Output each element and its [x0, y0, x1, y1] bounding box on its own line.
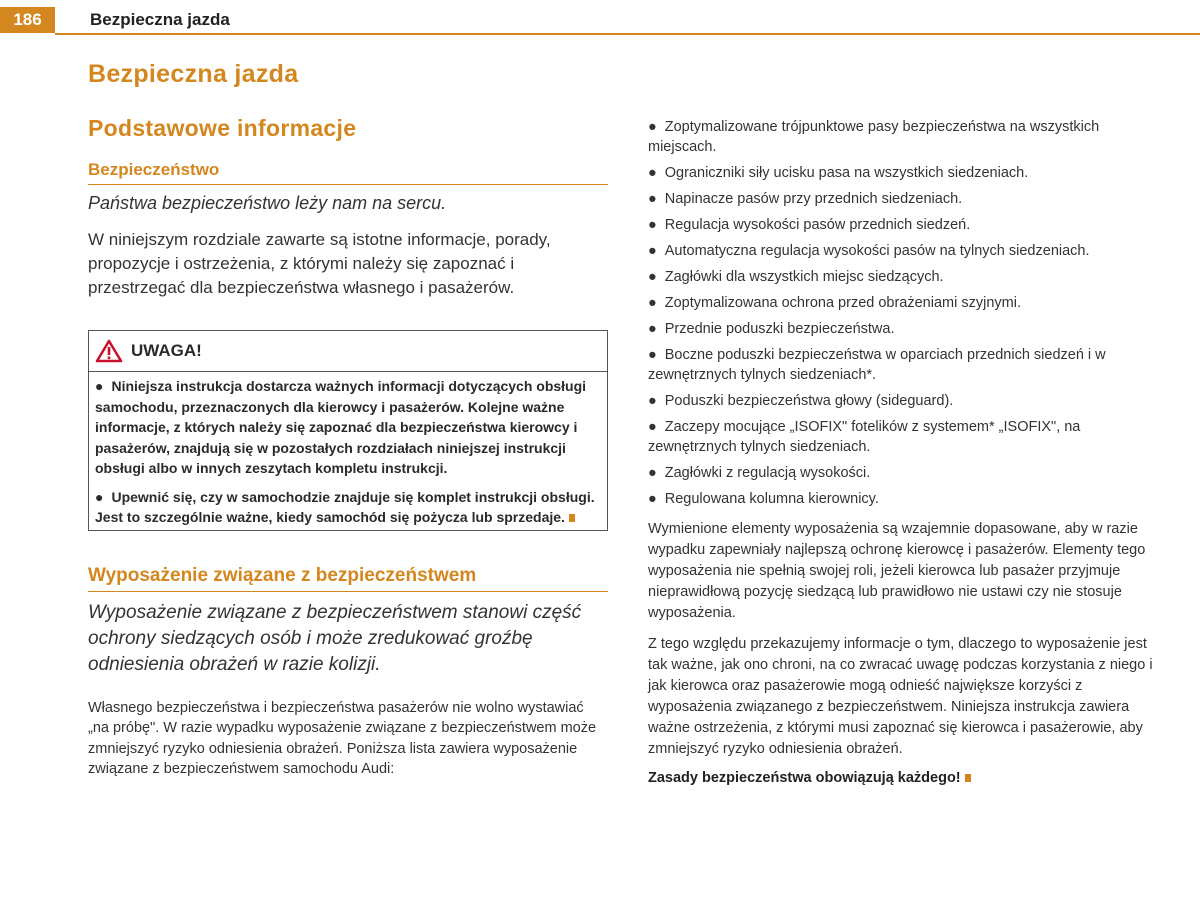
explanation-paragraph-1: Wymienione elementy wyposażenia są wzajemnie dopasowane, aby w razie wypadku zapewniały najlepszą ochronę kierowcę i pasażerów. Elementy tego wyposażenia nie spełnią swojej roli, jeżeli kierowca lub pasażer przyjmuje nieprawidłową pozycję siedzącą lub prawidłowo nie ustawi czy nie stosuje wyposażenia. — [648, 521, 1146, 621]
bullet-icon: ● — [648, 491, 657, 507]
list-item: ● Regulacja wysokości pasów przednich siedzeń. — [648, 217, 971, 233]
list-item: ● Zoptymalizowane trójpunktowe pasy bezpieczeństwa na wszystkich miejscach. — [648, 119, 1100, 155]
equipment-body-text: Własnego bezpieczeństwa i bezpieczeństwa pasażerów nie wolno wystawiać „na próbę". W razie wypadku wyposażenie związane z bezpieczeństwem może zmniejszyć ryzyko odniesienia obrażeń. Poniższa lista zawiera wyposażenie związane z bezpieczeństwem samochodu Audi: — [88, 699, 597, 777]
section-title: Podstawowe informacje — [88, 115, 357, 141]
warning-box — [88, 330, 608, 531]
list-item: ● Przednie poduszki bezpieczeństwa. — [648, 321, 895, 337]
bullet-icon: ● — [648, 217, 657, 233]
bullet-icon: ● — [95, 488, 104, 505]
equipment-lead-text: Wyposażenie związane z bezpieczeństwem stanowi część ochrony siedzących osób i może zredukować groźbę odniesienia obrażeń w razie kolizji. — [88, 601, 582, 675]
bullet-icon: ● — [648, 243, 657, 259]
bullet-icon: ● — [648, 393, 657, 409]
list-item: ● Poduszki bezpieczeństwa głowy (sideguard). — [648, 393, 954, 409]
warning-text-1: Niniejsza instrukcja dostarcza ważnych informacji dotyczących obsługi samochodu, przeznaczonych dla kierowcy i pasażerów. Kolejne ważne informacje, z których należy się zapoznać dla bezpieczeństwa kierowcy i pasażerów, znajdują się w pozostałych rozdziałach niniejszej instrukcji obsługi albo w innych zeszytach kompletu instrukcji. — [95, 378, 587, 476]
list-item: ● Boczne poduszki bezpieczeństwa w oparciach przednich siedzeń i w zewnętrznych tylnych siedzeniach*. — [648, 347, 1106, 383]
bullet-icon: ● — [648, 191, 657, 207]
closing-text: Zasady bezpieczeństwa obowiązują każdego! — [648, 770, 961, 786]
section-end-mark-icon — [569, 514, 575, 522]
list-item: ● Napinacze pasów przy przednich siedzeniach. — [648, 191, 963, 207]
bullet-icon: ● — [95, 378, 104, 394]
bullet-icon: ● — [648, 321, 657, 337]
warning-title: UWAGA! — [131, 341, 202, 360]
warning-paragraph-2 — [89, 481, 607, 530]
right-column — [648, 117, 1170, 786]
subsection-title-equipment: Wyposażenie związane z bezpieczeństwem — [88, 565, 608, 592]
explanation-paragraph-2: Z tego względu przekazujemy informacje o tym, dlaczego to wyposażenie jest tak ważne, jak ono chroni, na co zwracać uwagę podczas korzystania z niego i jak kierowca oraz pasażerowie mogą odnieść największe korzyści z wyposażenia związanego z bezpieczeństwem. Niniejsza instrukcja zawiera ważne ostrzeżenia, z którymi musi zapoznać się kierowca i pasażerowie, aby zmniejszyć ryzyko odniesienia obrażeń. — [648, 636, 1153, 757]
warning-paragraph-1 — [89, 372, 607, 481]
list-item: ● Zaczepy mocujące „ISOFIX" fotelików z systemem* „ISOFIX", na zewnętrznych tylnych siedzeniach. — [648, 419, 1081, 455]
bullet-icon: ● — [648, 119, 657, 135]
running-header-title: Bezpieczna jazda — [90, 10, 230, 29]
page-number: 186 — [0, 7, 55, 33]
bullet-icon: ● — [648, 465, 657, 481]
safety-body-text: W niniejszym rozdziale zawarte są istotne informacje, porady, propozycje i ostrzeżenia, z którymi należy się zapoznać i przestrzegać dla bezpieczeństwa własnego i pasażerów. — [88, 230, 551, 297]
header-rule — [55, 33, 1200, 35]
bullet-icon: ● — [648, 347, 657, 363]
section-end-mark-icon — [965, 774, 971, 782]
closing-statement — [648, 770, 1170, 786]
bullet-icon: ● — [648, 419, 657, 435]
bullet-icon: ● — [648, 295, 657, 311]
warning-header — [89, 331, 607, 372]
list-item: ● Zoptymalizowana ochrona przed obrażeniami szyjnymi. — [648, 295, 1021, 311]
bullet-icon: ● — [648, 165, 657, 181]
safety-lead-text: Państwa bezpieczeństwo leży nam na sercu. — [88, 193, 447, 213]
subsection-title-safety: Bezpieczeństwo — [88, 160, 608, 185]
list-item: ● Automatyczna regulacja wysokości pasów na tylnych siedzeniach. — [648, 243, 1090, 259]
equipment-list — [648, 117, 1170, 509]
list-item: ● Zagłówki dla wszystkich miejsc siedzących. — [648, 269, 944, 285]
warning-triangle-icon — [95, 339, 123, 363]
chapter-title: Bezpieczna jazda — [88, 60, 299, 88]
warning-text-2: Upewnić się, czy w samochodzie znajduje się komplet instrukcji obsługi. Jest to szczególnie ważne, kiedy samochód się pożycza lub sprzedaje. — [95, 488, 595, 525]
list-item: ● Zagłówki z regulacją wysokości. — [648, 465, 871, 481]
list-item: ● Ograniczniki siły ucisku pasa na wszystkich siedzeniach. — [648, 165, 1029, 181]
list-item: ● Regulowana kolumna kierownicy. — [648, 491, 879, 507]
left-column — [88, 60, 608, 780]
bullet-icon: ● — [648, 269, 657, 285]
